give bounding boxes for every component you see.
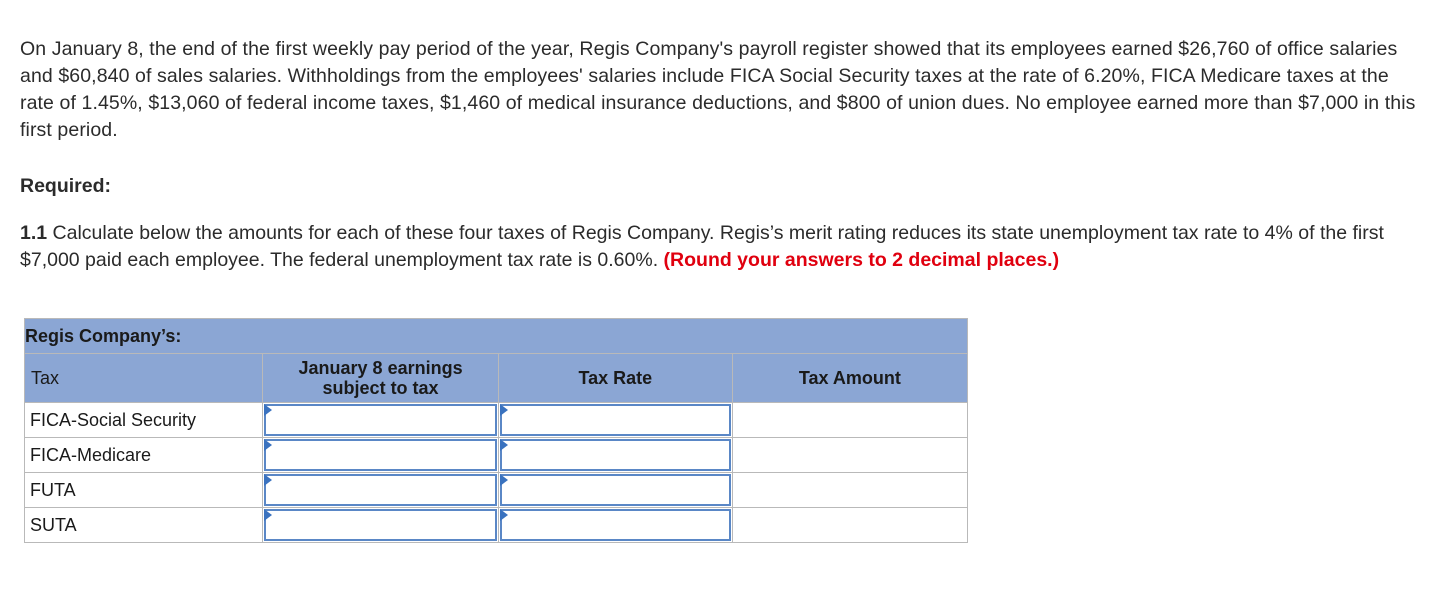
problem-statement [20,36,1420,144]
rate-input[interactable] [502,441,729,469]
rate-input-box [500,404,731,436]
table-row [25,473,968,508]
dropdown-marker-icon[interactable] [264,404,272,416]
header-earnings-label: January 8 earnings subject to tax [298,358,463,398]
dropdown-marker-icon[interactable] [500,509,508,521]
dropdown-marker-icon[interactable] [500,474,508,486]
rate-input[interactable] [502,406,729,434]
dropdown-marker-icon[interactable] [500,439,508,451]
table-row [25,438,968,473]
rate-input-box [500,509,731,541]
earnings-input[interactable] [266,476,495,504]
tax-table [24,318,968,543]
earnings-cell [263,508,499,543]
header-tax-amount: Tax Amount [732,354,967,403]
dropdown-marker-icon[interactable] [264,509,272,521]
dropdown-marker-icon[interactable] [500,404,508,416]
earnings-input-box [264,509,497,541]
table-caption-row [25,319,968,354]
rate-input[interactable] [502,511,729,539]
earnings-cell [263,438,499,473]
requirement-text: Calculate below the amounts for each of these four taxes of Regis Company. Regis’s merit rating reduces its state unemployment tax rate to 4% of the first $7,000 paid each employee. The federal unemployment tax rate is 0.60%. [20,221,1384,271]
earnings-input[interactable] [266,406,495,434]
tax-amount-cell [732,438,967,473]
requirement-number: 1.1 [20,221,48,244]
earnings-cell [263,473,499,508]
tax-name-cell: FUTA [25,473,263,508]
rate-input[interactable] [502,476,729,504]
rounding-instruction: (Round your answers to 2 decimal places.) [663,248,1060,271]
table-header-row [25,354,968,403]
earnings-input-box [264,404,497,436]
rate-cell [498,403,732,438]
rate-input-box [500,439,731,471]
table-caption: Regis Company’s: [25,319,968,354]
rate-cell [498,508,732,543]
tax-name-cell: FICA-Medicare [25,438,263,473]
tax-amount-cell [732,473,967,508]
header-earnings [263,354,499,403]
tax-name-cell: SUTA [25,508,263,543]
dropdown-marker-icon[interactable] [264,474,272,486]
rate-cell [498,473,732,508]
earnings-input[interactable] [266,511,495,539]
header-tax: Tax [25,354,263,403]
dropdown-marker-icon[interactable] [264,439,272,451]
tax-amount-cell [732,508,967,543]
required-heading: Required: [20,175,112,197]
rate-cell [498,438,732,473]
header-tax-rate: Tax Rate [498,354,732,403]
required-section [20,173,1432,293]
earnings-input-box [264,439,497,471]
rate-input-box [500,474,731,506]
tax-amount-cell [732,403,967,438]
earnings-input[interactable] [266,441,495,469]
table-row [25,403,968,438]
earnings-input-box [264,474,497,506]
tax-name-cell: FICA-Social Security [25,403,263,438]
table-row [25,508,968,543]
required-instruction [20,220,1432,274]
earnings-cell [263,403,499,438]
problem-text: On January 8, the end of the first weekly pay period of the year, Regis Company's payroll register showed that its employees earned $26,760 of office salaries and $60,840 of sales salaries. Withholdings from the employees' salaries include FICA Social Security taxes at the rate of 6.20%, FICA Medicare taxes at the rate of 1.45%, $13,060 of federal income taxes, $1,460 of medical insurance deductions, and $800 of union dues. No employee earned more than $7,000 in this first period. [20,38,1416,141]
